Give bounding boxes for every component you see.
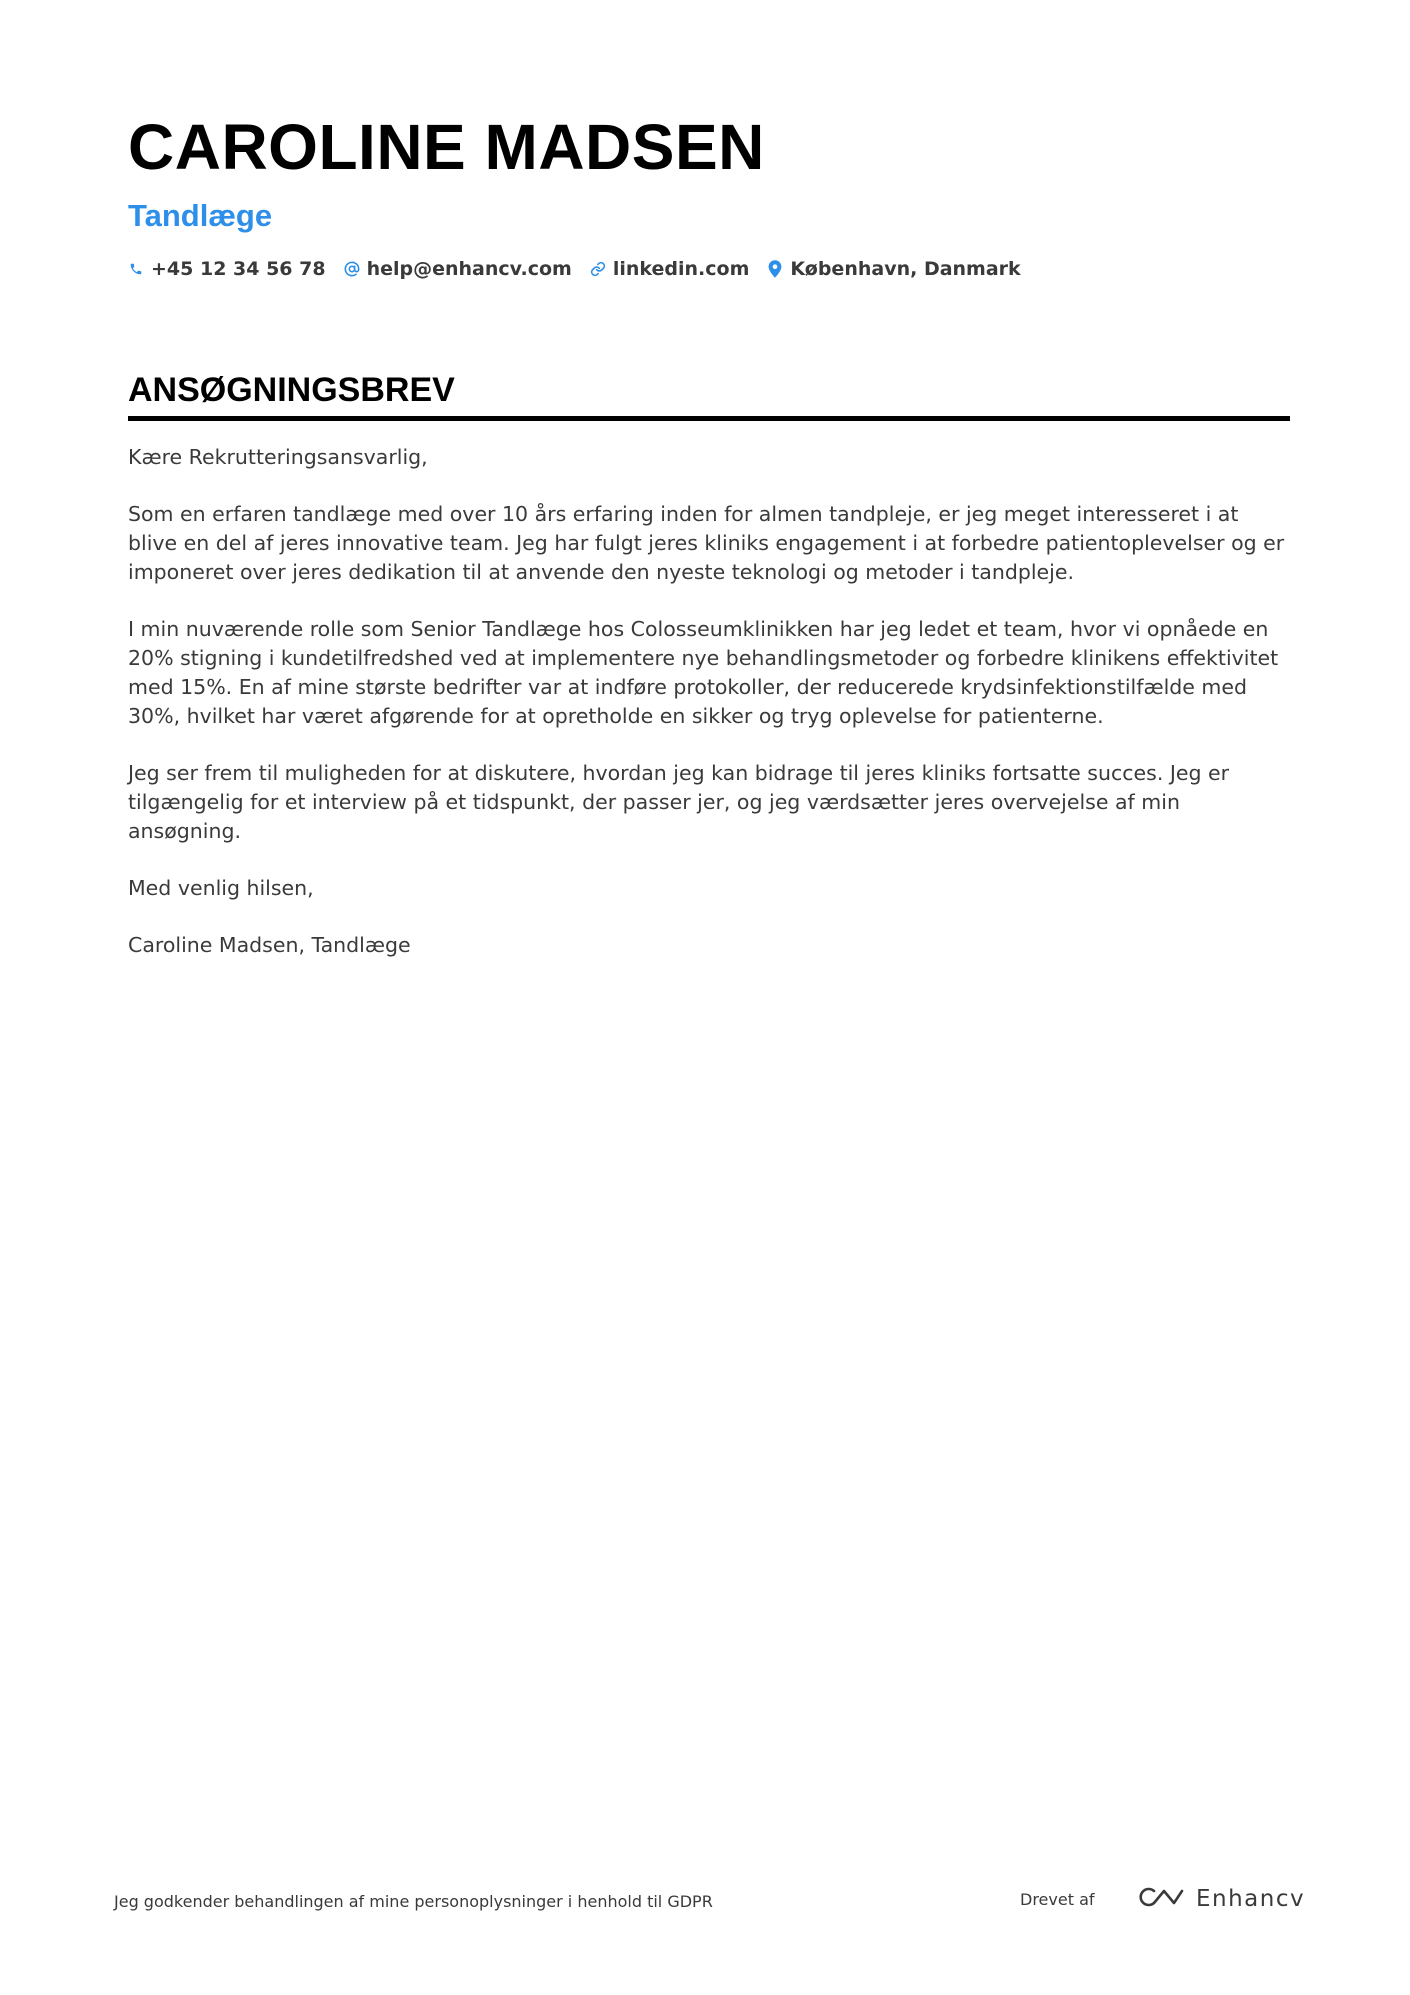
- phone-number: +45 12 34 56 78: [151, 258, 326, 280]
- job-title: Tandlæge: [128, 198, 273, 233]
- footer: [114, 1884, 1306, 1924]
- letter-signature: Caroline Madsen, Tandlæge: [128, 933, 411, 957]
- candidate-name: CAROLINE MADSEN: [128, 111, 765, 183]
- letter-paragraph: I min nuværende rolle som Senior Tandlæge hos Colosseumklinikken har jeg ledet et team, hvor vi opnåede en 20% stigning i kundetilfredshed ved at implementere nye behandlingsmetoder og forbedre klinikens effektivitet med 15%. En af mine største bedrifter var at indføre protokoller, der reducerede krydsinfektionstilfælde med 30%, hvilket har været afgørende for at opretholde en sikker og tryg oplevelse for patienterne.: [128, 617, 1279, 728]
- email-address: help@enhancv.com: [366, 258, 572, 280]
- letter-section: [128, 370, 1290, 988]
- link-url: linkedin.com: [612, 258, 750, 280]
- letter-greeting: Kære Rekrutteringsansvarlig,: [128, 445, 428, 469]
- letter-paragraph: Som en erfaren tandlæge med over 10 års erfaring inden for almen tandpleje, er jeg meget interesseret i at blive en del af jeres innovative team. Jeg har fulgt jeres kliniks engagement i at forbedre patientoplevelser og er imponeret over jeres dedikation til at anvende den nyeste teknologi og metoder i tandpleje.: [128, 502, 1285, 584]
- enhancv-brand[interactable]: [1138, 1884, 1305, 1914]
- letter-closing: Med venlig hilsen,: [128, 876, 314, 900]
- powered-by-label: Drevet af: [1020, 1890, 1095, 1909]
- location-text: København, Danmark: [790, 258, 1021, 280]
- letter-paragraph: Jeg ser frem til muligheden for at diskutere, hvordan jeg kan bidrage til jeres kliniks fortsatte succes. Jeg er tilgængelig for et interview på et tidspunkt, der passer jer, og jeg værdsætter jeres overvejelse af min ansøgning.: [128, 761, 1230, 843]
- contact-link[interactable]: [590, 258, 750, 280]
- letter-body: [128, 443, 1290, 960]
- phone-icon: [128, 260, 144, 278]
- at-icon: [344, 260, 360, 278]
- gdpr-consent-text: Jeg godkender behandlingen af mine personoplysninger i henhold til GDPR: [114, 1892, 713, 1911]
- contact-email[interactable]: [344, 258, 572, 280]
- section-title: ANSØGNINGSBREV: [128, 370, 1290, 421]
- enhancv-logo-icon: [1138, 1885, 1184, 1914]
- contact-bar: [128, 258, 1290, 280]
- link-icon: [590, 260, 606, 278]
- contact-phone[interactable]: [128, 258, 326, 280]
- map-pin-icon: [767, 260, 783, 278]
- contact-location: [767, 258, 1020, 280]
- enhancv-wordmark: Enhancv: [1196, 1886, 1306, 1912]
- header: [128, 112, 1290, 280]
